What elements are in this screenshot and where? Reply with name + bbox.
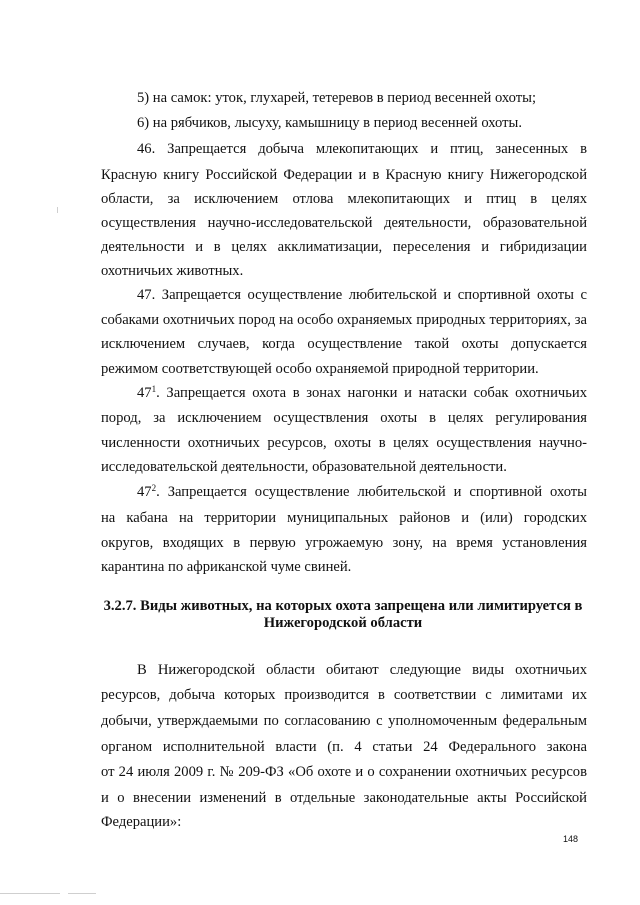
footer-rule: [0, 893, 60, 894]
paragraph-47-1-line-2: пород, за исключением осуществления охоты в целях регулирования: [101, 410, 587, 426]
list-item-5: 5) на самок: уток, глухарей, тетеревов в период весенней охоты;: [137, 90, 536, 106]
footer-rule-fragment: [68, 893, 96, 894]
paragraph-47-2-line-2: на кабана на территории муниципальных районов и (или) городских: [101, 510, 587, 526]
paragraph-species-line-4: органом исполнительной власти (п. 4 статьи 24 Федерального закона: [101, 739, 587, 755]
paragraph-46-line-3: области, за исключением отлова млекопитающих и птиц в целях: [101, 191, 587, 207]
paragraph-46-line-6: охотничьих животных.: [101, 263, 244, 279]
paragraph-47-1-line-3: численности охотничьих ресурсов, охоты в целях осуществления научно-: [101, 435, 587, 451]
paragraph-47-2-line-3: округов, входящих в первую угрожаемую зону, на время установления: [101, 535, 587, 551]
paragraph-species-line-5: от 24 июля 2009 г. № 209-ФЗ «Об охоте и о сохранении охотничьих ресурсов: [101, 764, 587, 780]
paragraph-number: 47: [137, 484, 152, 500]
paragraph-47-1-line-1: [137, 384, 587, 402]
paragraph-species-line-3: добычи, утверждаемыми по согласованию с уполномоченным федеральным: [101, 713, 587, 729]
paragraph-47-2-line-4: карантина по африканской чуме свиней.: [101, 559, 352, 575]
paragraph-46-line-1: 46. Запрещается добыча млекопитающих и птиц, занесенных в: [137, 141, 587, 157]
paragraph-47-1-line-4: исследовательской деятельности, образовательной деятельности.: [101, 459, 507, 475]
paragraph-47-line-1: 47. Запрещается осуществление любительской и спортивной охоты с: [137, 287, 587, 303]
paragraph-47-line-4: режимом соответствующей особо охраняемой природной территории.: [101, 361, 539, 377]
paragraph-species-line-1: В Нижегородской области обитают следующие виды охотничьих: [137, 662, 587, 678]
superscript: 2: [151, 483, 157, 493]
paragraph-47-2-line-1: [137, 483, 587, 501]
paragraph-species-line-7: Федерации»:: [101, 814, 182, 830]
paragraph-species-line-2: ресурсов, добыча которых производится в соответствии с лимитами их: [101, 687, 587, 703]
paragraph-46-line-2: Красную книгу Российской Федерации и в Красную книгу Нижегородской: [101, 167, 587, 183]
section-heading-line-2: Нижегородской области: [263, 615, 423, 631]
superscript: 1: [151, 384, 157, 394]
paragraph-46-line-5: деятельности и в целях акклиматизации, переселения и гибридизации: [101, 239, 587, 255]
paragraph-text: . Запрещается осуществление любительской и спортивной охоты: [156, 484, 587, 500]
list-item-6: 6) на рябчиков, лысуху, камышницу в период весенней охоты.: [137, 115, 522, 131]
paragraph-text: . Запрещается охота в зонах нагонки и натаски собак охотничьих: [156, 385, 587, 401]
paragraph-46-line-4: осуществления научно-исследовательской деятельности, образовательной: [101, 215, 587, 231]
paragraph-number: 47: [137, 385, 152, 401]
paragraph-species-line-6: и о внесении изменений в отдельные законодательные акты Российской: [101, 790, 587, 806]
page-number: 148: [563, 834, 579, 844]
scan-speck: [57, 207, 58, 213]
paragraph-47-line-3: исключением случаев, когда осуществление такой охоты допускается: [101, 336, 587, 352]
paragraph-47-line-2: собаками охотничьих пород на особо охраняемых природных территориях, за: [101, 312, 587, 328]
section-heading-line-1: 3.2.7. Виды животных, на которых охота запрещена или лимитируется в: [103, 598, 583, 614]
